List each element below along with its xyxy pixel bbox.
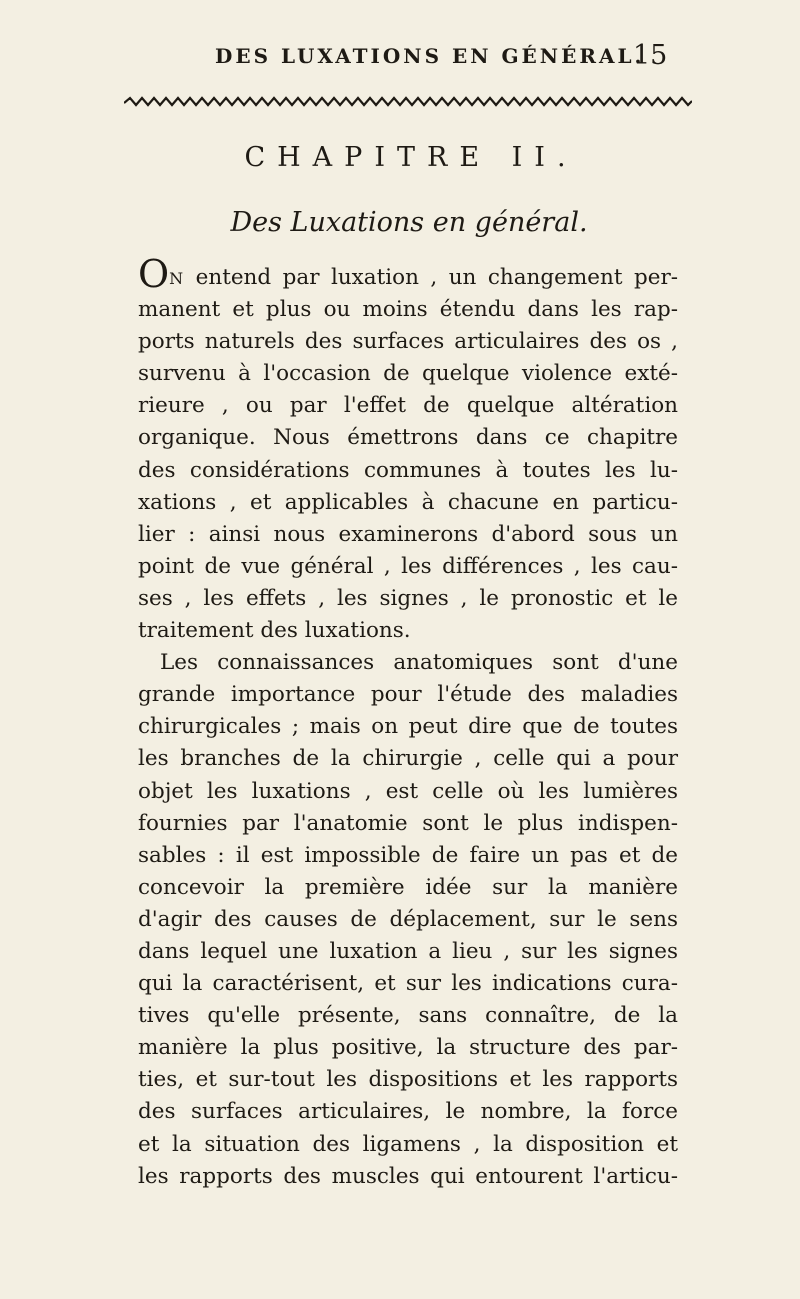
text-line: grande importance pour l'étude des maladies <box>138 682 678 708</box>
text-line: xations , et applicables à chacune en particu- <box>138 489 678 515</box>
text-line: les branches de la chirurgie , celle qui a pour <box>138 746 678 772</box>
text-line: concevoir la première idée sur la manière <box>138 874 678 900</box>
body-text <box>138 252 678 1193</box>
text-line: manière la plus positive, la structure des par- <box>138 1035 678 1061</box>
chapter-heading: CHAPITRE II. <box>244 142 578 173</box>
text-line: lier : ainsi nous examinerons d'abord sous un <box>138 521 678 547</box>
text-line: ties, et sur-tout les dispositions et les rapports <box>138 1067 678 1093</box>
text-line: rieure , ou par l'effet de quelque altération <box>138 393 678 419</box>
chapter-subtitle: Des Luxations en général. <box>230 207 588 238</box>
text-line: ON entend par luxation , un changement per- <box>138 252 678 296</box>
text-line: qui la caractérisent, et sur les indications cura- <box>138 971 678 997</box>
text-line: organique. Nous émettrons dans ce chapitre <box>138 425 678 451</box>
text-line: chirurgicales ; mais on peut dire que de toutes <box>138 714 678 740</box>
text-line: dans lequel une luxation a lieu , sur les signes <box>138 938 678 964</box>
running-head <box>0 40 800 80</box>
text-line: traitement des luxations. <box>138 618 411 644</box>
text-line: Les connaissances anatomiques sont d'une <box>160 650 678 676</box>
text-line: fournies par l'anatomie sont le plus indispen- <box>138 810 678 836</box>
text-line: point de vue général , les différences , les cau- <box>138 553 678 579</box>
text-line: et la situation des ligamens , la disposition et <box>138 1131 678 1157</box>
text-line: manent et plus ou moins étendu dans les rap- <box>138 297 678 323</box>
decorative-rule <box>124 94 692 108</box>
text-line: survenu à l'occasion de quelque violence exté- <box>138 361 678 387</box>
text-line: des surfaces articulaires, le nombre, la force <box>138 1099 678 1125</box>
text-line: ports naturels des surfaces articulaires des os , <box>138 329 678 355</box>
text-line: sables : il est impossible de faire un pas et de <box>138 842 678 868</box>
text-line: ses , les effets , les signes , le pronostic et le <box>138 585 678 611</box>
running-title: DES LUXATIONS EN GÉNÉRAL. <box>215 44 645 68</box>
text-line: d'agir des causes de déplacement, sur le sens <box>138 906 678 932</box>
page-number: 15 <box>633 40 668 71</box>
drop-cap: O <box>138 252 170 296</box>
small-caps: N <box>169 269 185 288</box>
text-line: des considérations communes à toutes les lu- <box>138 457 678 483</box>
text-line: les rapports des muscles qui entourent l'articu- <box>138 1163 678 1189</box>
text-line: tives qu'elle présente, sans connaître, de la <box>138 1003 678 1029</box>
text-line: objet les luxations , est celle où les lumières <box>138 778 678 804</box>
